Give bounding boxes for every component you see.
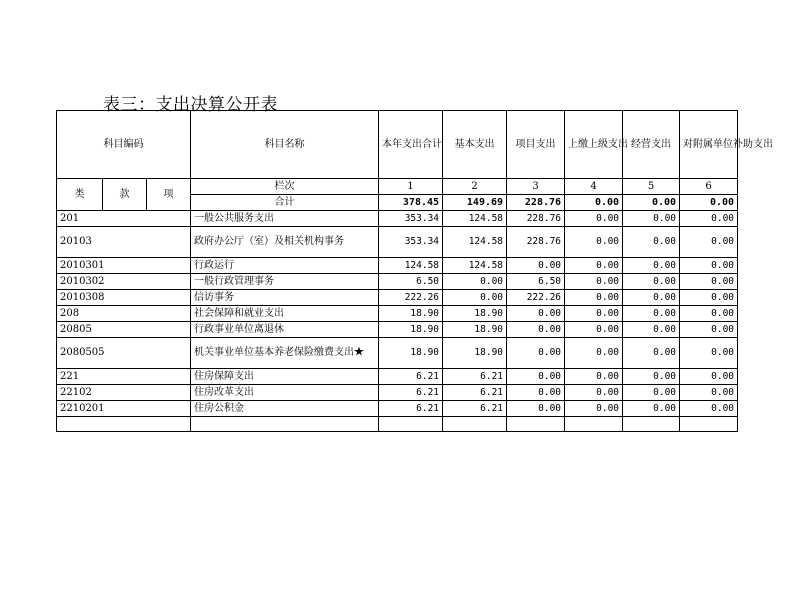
total-value: 149.69 [443,195,507,211]
header-total: 本年支出合计 [379,111,443,179]
amount-cell: 0.00 [565,338,623,369]
header-project: 项目支出 [507,111,565,179]
amount-cell: 0.00 [680,385,738,401]
amount-cell: 124.58 [443,227,507,258]
amount-cell: 124.58 [443,211,507,227]
header-upper: 上缴上级支出 [565,111,623,179]
amount-cell: 0.00 [680,227,738,258]
amount-cell: 0.00 [680,369,738,385]
subject-code: 208 [57,306,191,322]
col-number: 1 [379,179,443,195]
table-row [57,306,738,322]
header-subject-code: 科目编码 [57,111,191,179]
amount-cell: 0.00 [565,290,623,306]
page-title: 表三：支出决算公开表 [103,95,278,115]
total-value: 0.00 [623,195,680,211]
amount-cell: 0.00 [565,274,623,290]
col-number: 2 [443,179,507,195]
amount-cell: 6.50 [507,274,565,290]
amount-cell: 0.00 [623,290,680,306]
subject-code: 2010308 [57,290,191,306]
empty-cell [565,417,623,432]
subject-code: 221 [57,369,191,385]
subject-name: 住房公积金 [191,401,379,417]
table-row [57,369,738,385]
header-subject-name: 科目名称 [191,111,379,179]
amount-cell: 18.90 [379,306,443,322]
table-row [57,401,738,417]
empty-row [57,417,738,432]
empty-cell [680,417,738,432]
amount-cell: 0.00 [680,306,738,322]
empty-cell [443,417,507,432]
table-row [57,322,738,338]
header-business: 经营支出 [623,111,680,179]
amount-cell: 353.34 [379,211,443,227]
amount-cell: 18.90 [443,322,507,338]
amount-cell: 18.90 [443,338,507,369]
total-value: 0.00 [680,195,738,211]
amount-cell: 0.00 [507,369,565,385]
amount-cell: 124.58 [379,258,443,274]
amount-cell: 222.26 [379,290,443,306]
amount-cell: 0.00 [680,401,738,417]
table-row [57,211,738,227]
total-value: 378.45 [379,195,443,211]
subject-code: 20805 [57,322,191,338]
subject-name: 社会保障和就业支出 [191,306,379,322]
amount-cell: 6.21 [443,401,507,417]
amount-cell: 6.50 [379,274,443,290]
header-subsidy: 对附属单位补助支出 [680,111,738,179]
amount-cell: 18.90 [379,338,443,369]
total-value: 0.00 [565,195,623,211]
amount-cell: 0.00 [443,290,507,306]
amount-cell: 228.76 [507,227,565,258]
amount-cell: 0.00 [623,401,680,417]
amount-cell: 0.00 [623,338,680,369]
amount-cell: 18.90 [443,306,507,322]
amount-cell: 0.00 [680,290,738,306]
amount-cell: 0.00 [565,385,623,401]
col-number: 3 [507,179,565,195]
header-row [57,111,738,179]
amount-cell: 6.21 [379,385,443,401]
table-row [57,385,738,401]
amount-cell: 6.21 [379,369,443,385]
amount-cell: 0.00 [623,227,680,258]
amount-cell: 0.00 [623,258,680,274]
amount-cell: 0.00 [507,401,565,417]
subject-code: 2080505 [57,338,191,369]
table-row [57,274,738,290]
amount-cell: 0.00 [623,385,680,401]
amount-cell: 124.58 [443,258,507,274]
subject-name: 行政事业单位离退休 [191,322,379,338]
subject-name: 住房改革支出 [191,385,379,401]
amount-cell: 0.00 [623,369,680,385]
amount-cell: 0.00 [565,306,623,322]
amount-cell: 18.90 [379,322,443,338]
amount-cell: 0.00 [680,338,738,369]
subject-name: 住房保障支出 [191,369,379,385]
amount-cell: 353.34 [379,227,443,258]
subject-name: 一般公共服务支出 [191,211,379,227]
amount-cell: 0.00 [565,258,623,274]
total-label: 合计 [191,195,379,211]
column-index-row [57,179,738,195]
empty-cell [57,417,191,432]
amount-cell: 228.76 [507,211,565,227]
header-lei: 类 [57,179,103,211]
amount-cell: 6.21 [379,401,443,417]
table-row [57,290,738,306]
empty-cell [507,417,565,432]
expenditure-table [56,110,774,432]
amount-cell: 0.00 [507,306,565,322]
amount-cell: 0.00 [507,385,565,401]
amount-cell: 6.21 [443,369,507,385]
amount-cell: 0.00 [443,274,507,290]
amount-cell: 222.26 [507,290,565,306]
amount-cell: 0.00 [623,274,680,290]
subject-name: 行政运行 [191,258,379,274]
header-kuan: 款 [103,179,147,211]
amount-cell: 0.00 [565,211,623,227]
subject-name: 政府办公厅（室）及相关机构事务 [191,227,379,258]
column-label: 栏次 [191,179,379,195]
header-basic: 基本支出 [443,111,507,179]
amount-cell: 0.00 [680,258,738,274]
amount-cell: 0.00 [507,322,565,338]
empty-cell [379,417,443,432]
subject-code: 2210201 [57,401,191,417]
amount-cell: 0.00 [623,322,680,338]
table-row [57,338,738,369]
amount-cell: 0.00 [507,338,565,369]
amount-cell: 0.00 [680,274,738,290]
amount-cell: 0.00 [565,227,623,258]
amount-cell: 0.00 [565,369,623,385]
total-value: 228.76 [507,195,565,211]
amount-cell: 0.00 [623,306,680,322]
subject-code: 2010302 [57,274,191,290]
amount-cell: 0.00 [507,258,565,274]
subject-code: 20103 [57,227,191,258]
table-row [57,227,738,258]
subject-code: 2010301 [57,258,191,274]
amount-cell: 0.00 [565,322,623,338]
amount-cell: 0.00 [623,211,680,227]
header-xiang: 项 [147,179,191,211]
subject-name: 机关事业单位基本养老保险缴费支出★ [191,338,379,369]
subject-code: 22102 [57,385,191,401]
col-number: 6 [680,179,738,195]
col-number: 4 [565,179,623,195]
empty-cell [623,417,680,432]
amount-cell: 6.21 [443,385,507,401]
amount-cell: 0.00 [680,211,738,227]
subject-name: 一般行政管理事务 [191,274,379,290]
empty-cell [191,417,379,432]
col-number: 5 [623,179,680,195]
table-row [57,258,738,274]
amount-cell: 0.00 [565,401,623,417]
subject-name: 信访事务 [191,290,379,306]
subject-code: 201 [57,211,191,227]
amount-cell: 0.00 [680,322,738,338]
